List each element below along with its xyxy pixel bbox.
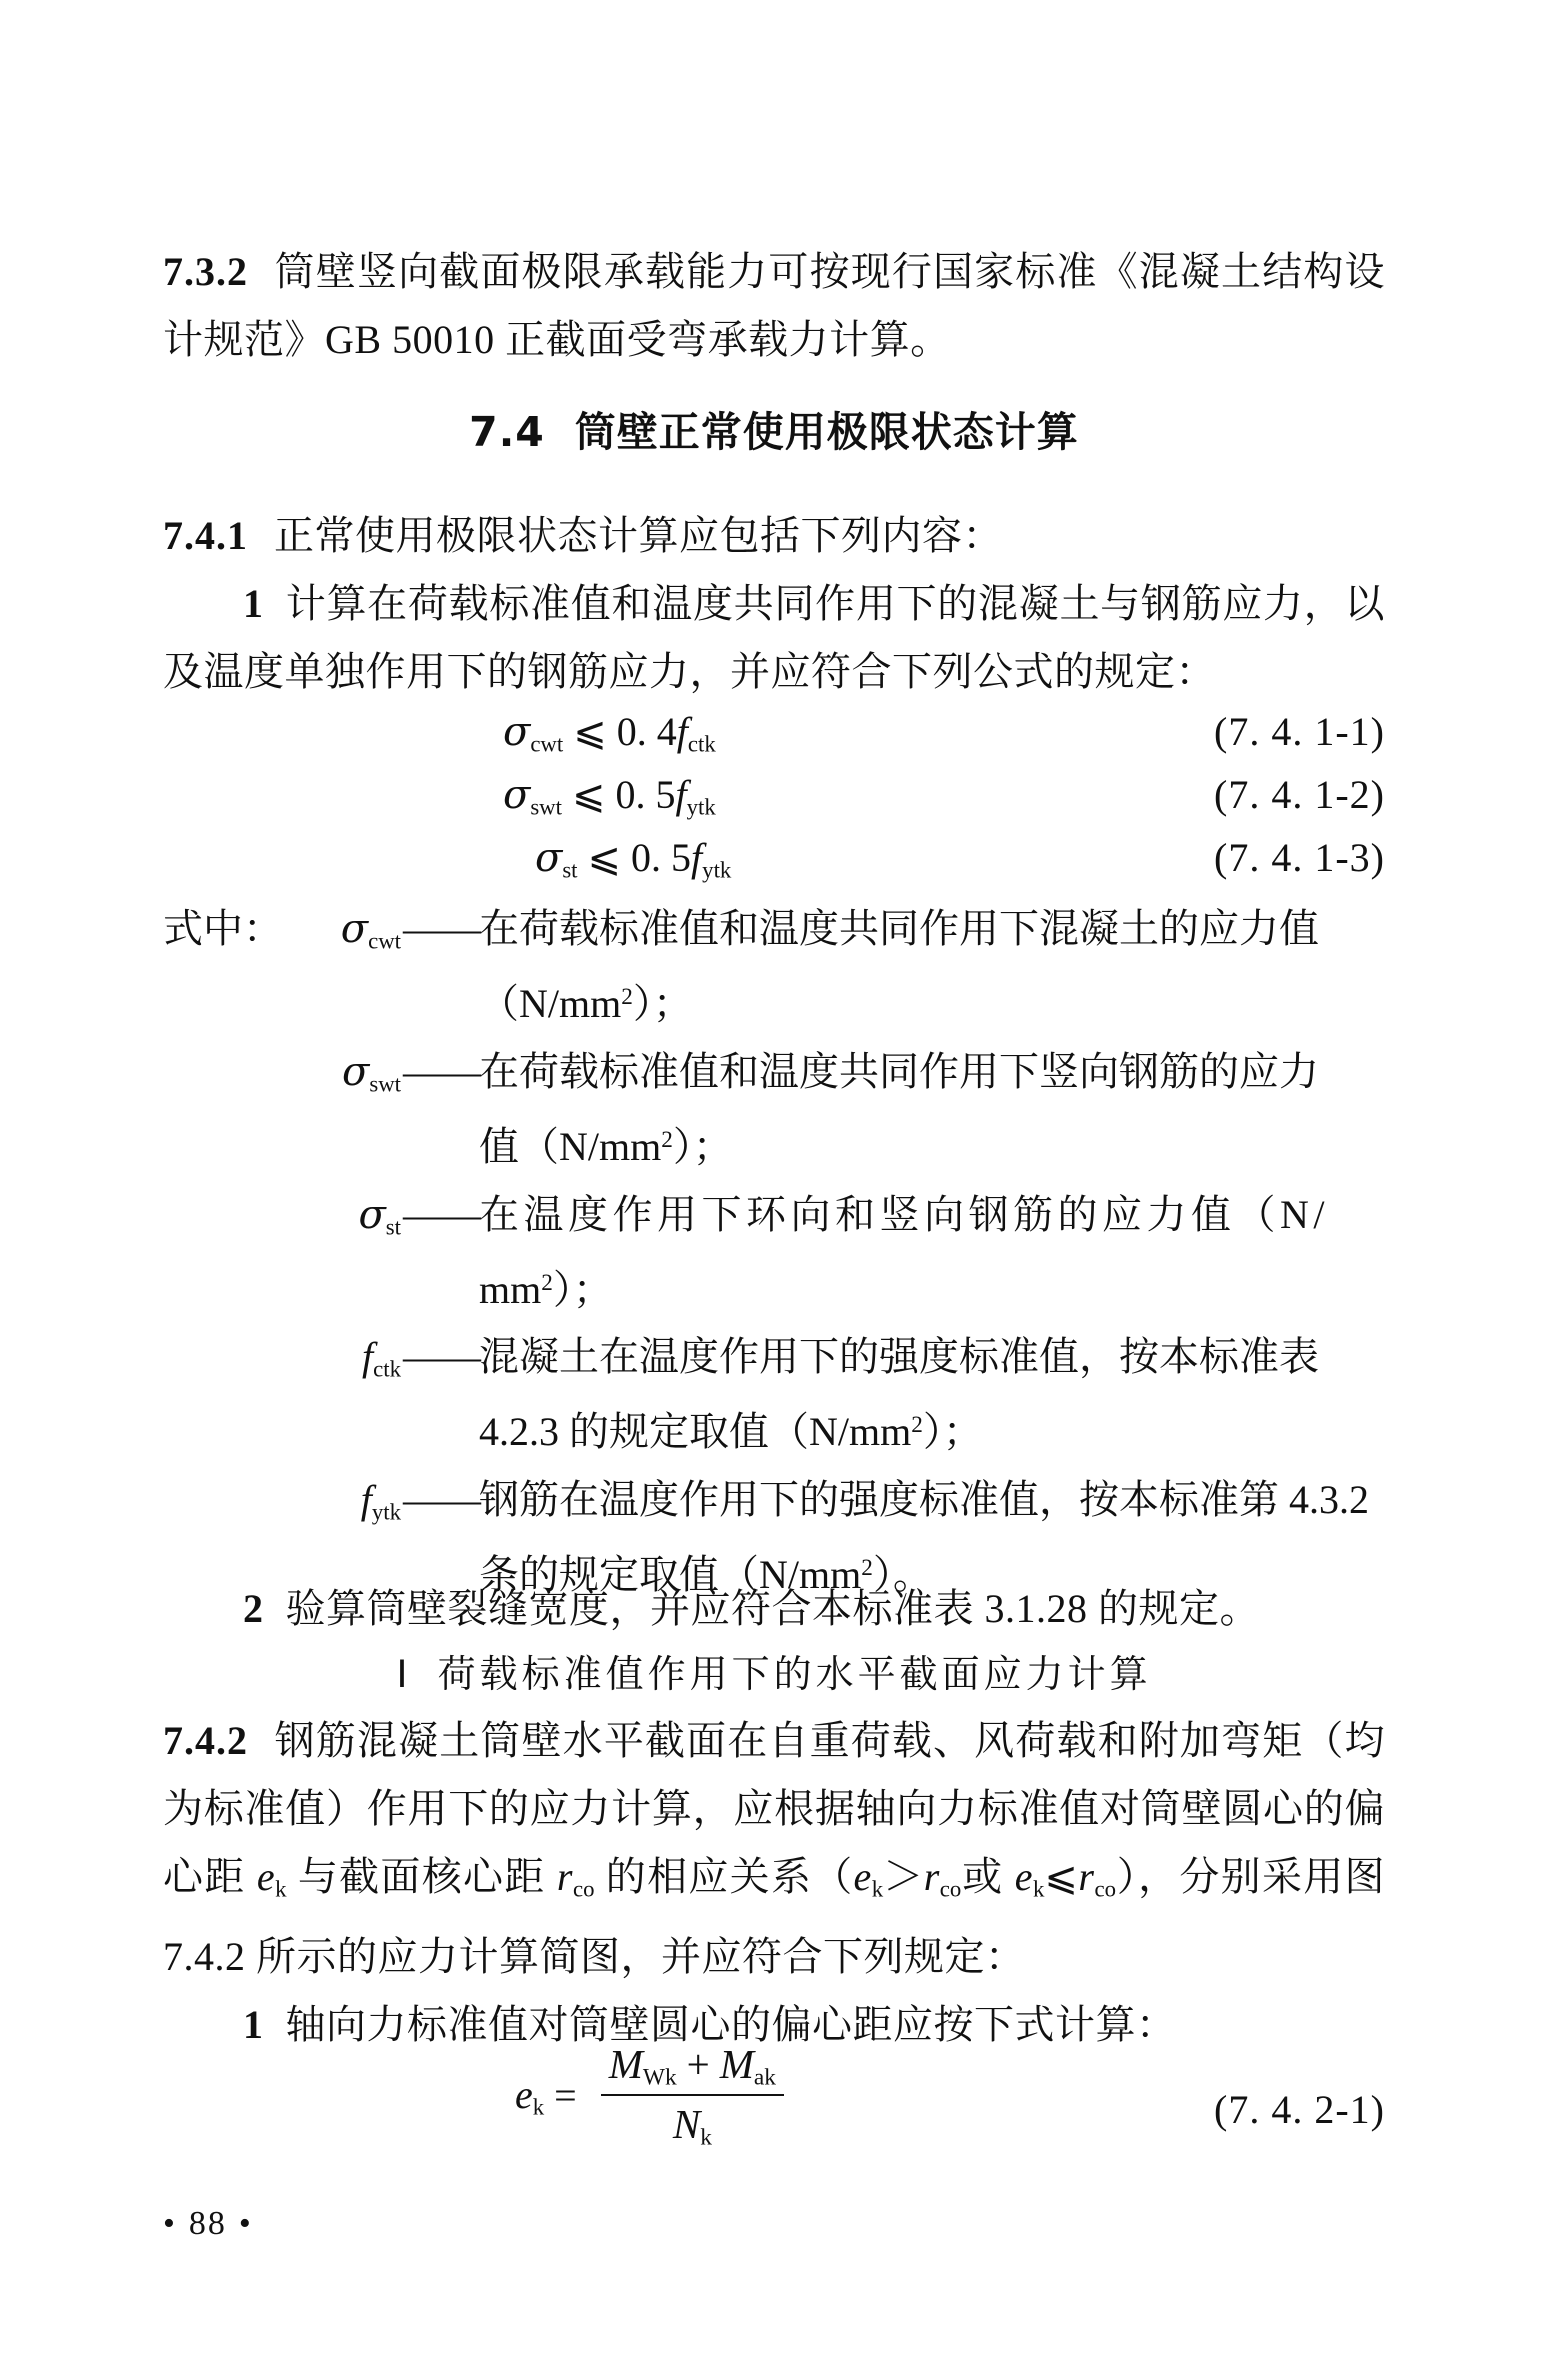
formula-tag: (7. 4. 2-1) [1214,2087,1385,2132]
roman-heading-title: 荷载标准值作用下的水平截面应力计算 [437,1654,1152,1696]
definition-symbol [259,1466,403,1546]
definition-row [163,895,1385,1038]
definition-symbol [259,1038,403,1118]
clause-number: 7.4.1 [163,513,248,558]
clause-body-part-3: 的相应关系（ [594,1854,854,1899]
definition-row [163,1323,1385,1466]
clause-number: 7.3.2 [163,249,248,294]
sigma-cwt-subscript: cwt [530,731,564,757]
formula-expression [515,2040,784,2151]
sigma-swt-symbol: σ [503,772,531,818]
clause-7-4-2 [163,1707,1385,2059]
unit-prefix: 值（N/mm [479,1123,662,1169]
clause-body: 筒壁竖向截面极限承载能力可按现行国家标准《混凝土结构设计规范》GB 50010 正截面受弯承载力计算。 [163,249,1385,362]
rel1-lhs-subscript: k [871,1876,884,1902]
coefficient: 0. 5 [615,772,676,817]
clause-lead-text: 正常使用极限状态计算应包括下列内容： [274,513,1003,558]
mak-subscript: ak [753,2064,776,2091]
definition-line-1: 在荷载标准值和温度共同作用下竖向钢筋的应力 [479,1048,1319,1094]
definition-row [163,1038,1385,1181]
item-text: 验算筒壁裂缝宽度，并应符合本标准表 3.1.28 的规定。 [285,1586,1260,1631]
f-ctk-subscript: ctk [687,731,716,757]
roman-subheading-1 [163,1643,1385,1707]
definition-text [479,1181,1385,1324]
coefficient: 0. 5 [631,835,692,880]
mwk-subscript: Wk [642,2064,677,2091]
ek-symbol: e [256,1854,276,1899]
definition-dash: —— [403,1191,479,1237]
page-footer [163,2205,1385,2243]
definition-line-2 [479,963,1385,1038]
section-title: 筒壁正常使用极限状态计算 [574,408,1079,456]
unit-exponent: 2 [911,1412,923,1439]
unit-prefix: mm [479,1266,542,1312]
mwk-symbol: M [608,2041,643,2087]
rel2-lhs-subscript: k [1032,1876,1045,1902]
definition-symbol [259,895,403,975]
definition-dash: —— [403,1477,479,1522]
definition-line-1: 钢筋在温度作用下的强度标准值，按本标准第 4.3.2 [479,1477,1369,1522]
fraction-numerator [601,2040,784,2096]
definition-symbol [259,1181,403,1261]
definition-dash: —— [403,1334,479,1380]
definition-line-2 [479,1106,1385,1181]
formula-group-7-4-2 [163,2028,1385,2174]
rel1-rhs-symbol: r [923,1854,940,1899]
roman-numeral: Ⅰ [396,1654,412,1696]
sigma-st-subscript: st [562,857,578,883]
item-number: 2 [243,1586,264,1631]
clause-7-3-2 [163,238,1385,374]
formula-7-4-1-1 [163,708,1385,771]
unit-exponent: 2 [621,984,633,1010]
formula-7-4-2-1 [163,2028,1385,2174]
formula-group-7-4-1 [163,708,1385,897]
definition-line-1: 在温度作用下环向和竖向钢筋的应力值（N/ [479,1191,1329,1237]
item-number: 1 [243,2002,264,2048]
symbol-subscript: swt [369,1071,401,1097]
item-text: 计算在荷载标准值和温度共同作用下的混凝土与钢筋应力，以及温度单独作用下的钢筋应力，并应符合下列公式的规定： [163,581,1385,694]
formula-expression [503,771,716,820]
relation-operator: ⩽ [573,709,607,754]
page-number: 88 [188,2205,227,2242]
clause-body-part-4: 或 [961,1854,1015,1899]
f-ctk-symbol: f [676,709,688,754]
mak-symbol: M [719,2041,754,2087]
clause-body-part-2: 与截面核心距 [286,1854,557,1899]
f-symbol: f [362,1334,374,1380]
unit-suffix: ）； [552,1266,613,1312]
roman-heading-line [163,1643,1385,1707]
rco-subscript: co [572,1876,595,1902]
rco-symbol: r [556,1854,573,1899]
definition-text [479,1323,1385,1466]
unit-suffix: ）。 [872,1551,933,1597]
clause-7-4-1-item-1 [163,570,1385,706]
coefficient: 0. 4 [616,709,677,754]
symbol-subscript: ytk [371,1499,401,1525]
ek-symbol: e [515,2071,533,2117]
nk-symbol: N [672,2100,701,2147]
unit-prefix: 条的规定取值（N/mm [479,1551,862,1597]
definition-row [163,1181,1385,1324]
definition-line-2 [479,1249,1385,1324]
unit-suffix: ）； [632,980,693,1026]
unit-prefix: 4.2.3 的规定取值（N/mm [479,1409,912,1454]
rel2-rhs-symbol: r [1078,1854,1095,1899]
footer-dot-right: • [238,2205,253,2242]
relation-operator: ⩽ [571,772,606,817]
clause-number: 7.4.2 [163,1718,248,1763]
definition-symbol [259,1323,403,1403]
definition-line-1: 在荷载标准值和温度共同作用下混凝土的应力值 [479,906,1319,951]
unit-suffix: ）； [672,1123,733,1169]
symbol-subscript: st [385,1213,401,1239]
formula-7-4-1-2 [163,771,1385,834]
sigma-symbol: σ [340,906,369,952]
unit-prefix: （N/mm [479,980,622,1026]
ek-subscript: k [532,2094,545,2120]
rel1-operator: ＞ [883,1854,924,1899]
sigma-cwt-symbol: σ [503,709,531,755]
unit-exponent: 2 [541,1269,553,1296]
rel2-operator: ⩽ [1044,1854,1079,1899]
symbol-subscript: ctk [373,1356,401,1382]
definition-dash: —— [403,906,479,951]
sigma-st-symbol: σ [535,835,563,881]
formula-expression [503,708,716,757]
relation-operator: ⩽ [587,835,622,880]
clause-7-4-2-paragraph [163,1707,1385,1991]
sigma-symbol: σ [342,1048,370,1095]
clause-7-4-1-item-2-block [163,1575,1385,1643]
formula-tag: (7. 4. 1-1) [1214,709,1385,754]
unit-exponent: 2 [861,1555,873,1581]
fraction-denominator [601,2096,784,2152]
formula-7-4-1-3 [163,834,1385,897]
unit-suffix: ）； [922,1409,983,1454]
definition-dash: —— [403,1048,479,1094]
clause-7-4-1 [163,502,1385,706]
section-heading-line [163,400,1385,464]
rel2-lhs-symbol: e [1014,1854,1033,1899]
fraction [601,2040,784,2151]
rel1-lhs-symbol: e [853,1854,872,1899]
definition-line-1: 混凝土在温度作用下的强度标准值，按本标准表 [479,1334,1319,1380]
item-number: 1 [243,581,264,626]
where-label: 式中： [163,906,283,951]
definition-text [479,1038,1385,1181]
equals-operator: = [554,2073,577,2119]
ek-term [515,2071,544,2120]
formula-tag: (7. 4. 1-3) [1214,835,1385,880]
clause-body-part-1: 钢筋混凝土筒壁水平截面在自重荷载、风荷载和附加弯矩（均为标准值）作用下的应力计算，应根据轴向力标准值对筒壁圆心的偏心距 [163,1718,1385,1899]
plus-operator: + [686,2041,710,2087]
rel2-rhs-subscript: co [1094,1876,1116,1902]
section-number: 7.4 [469,408,545,456]
unit-exponent: 2 [661,1126,673,1153]
clause-7-3-2-paragraph [163,238,1385,374]
section-7-4-heading [163,400,1385,464]
clause-7-4-1-item-2 [163,1575,1385,1643]
formula-expression [535,834,731,883]
definition-list-7-4-1 [163,895,1385,1609]
formula-tag: (7. 4. 1-2) [1214,772,1385,817]
nk-subscript: k [700,2124,712,2151]
definition-line-2 [479,1391,1385,1466]
sigma-symbol: σ [358,1191,386,1238]
f-symbol: f [360,1477,372,1522]
f-ytk-symbol: f [691,835,703,880]
f-ytk-subscript: ytk [702,857,732,883]
definition-text [479,895,1385,1038]
f-ytk-symbol: f [675,772,687,817]
clause-body-part-5: ），分别采用图 7.4.2 所示的应力计算简图，并应符合下列规定： [163,1854,1386,1980]
item-text: 轴向力标准值对筒壁圆心的偏心距应按下式计算： [285,2002,1177,2048]
footer-dot-left: • [163,2205,177,2242]
f-ytk-subscript: ytk [686,794,716,820]
clause-7-4-1-lead [163,502,1385,570]
rel1-rhs-subscript: co [939,1876,962,1902]
symbol-subscript: cwt [368,928,401,954]
ek-subscript: k [275,1876,287,1902]
sigma-swt-subscript: swt [530,794,562,820]
